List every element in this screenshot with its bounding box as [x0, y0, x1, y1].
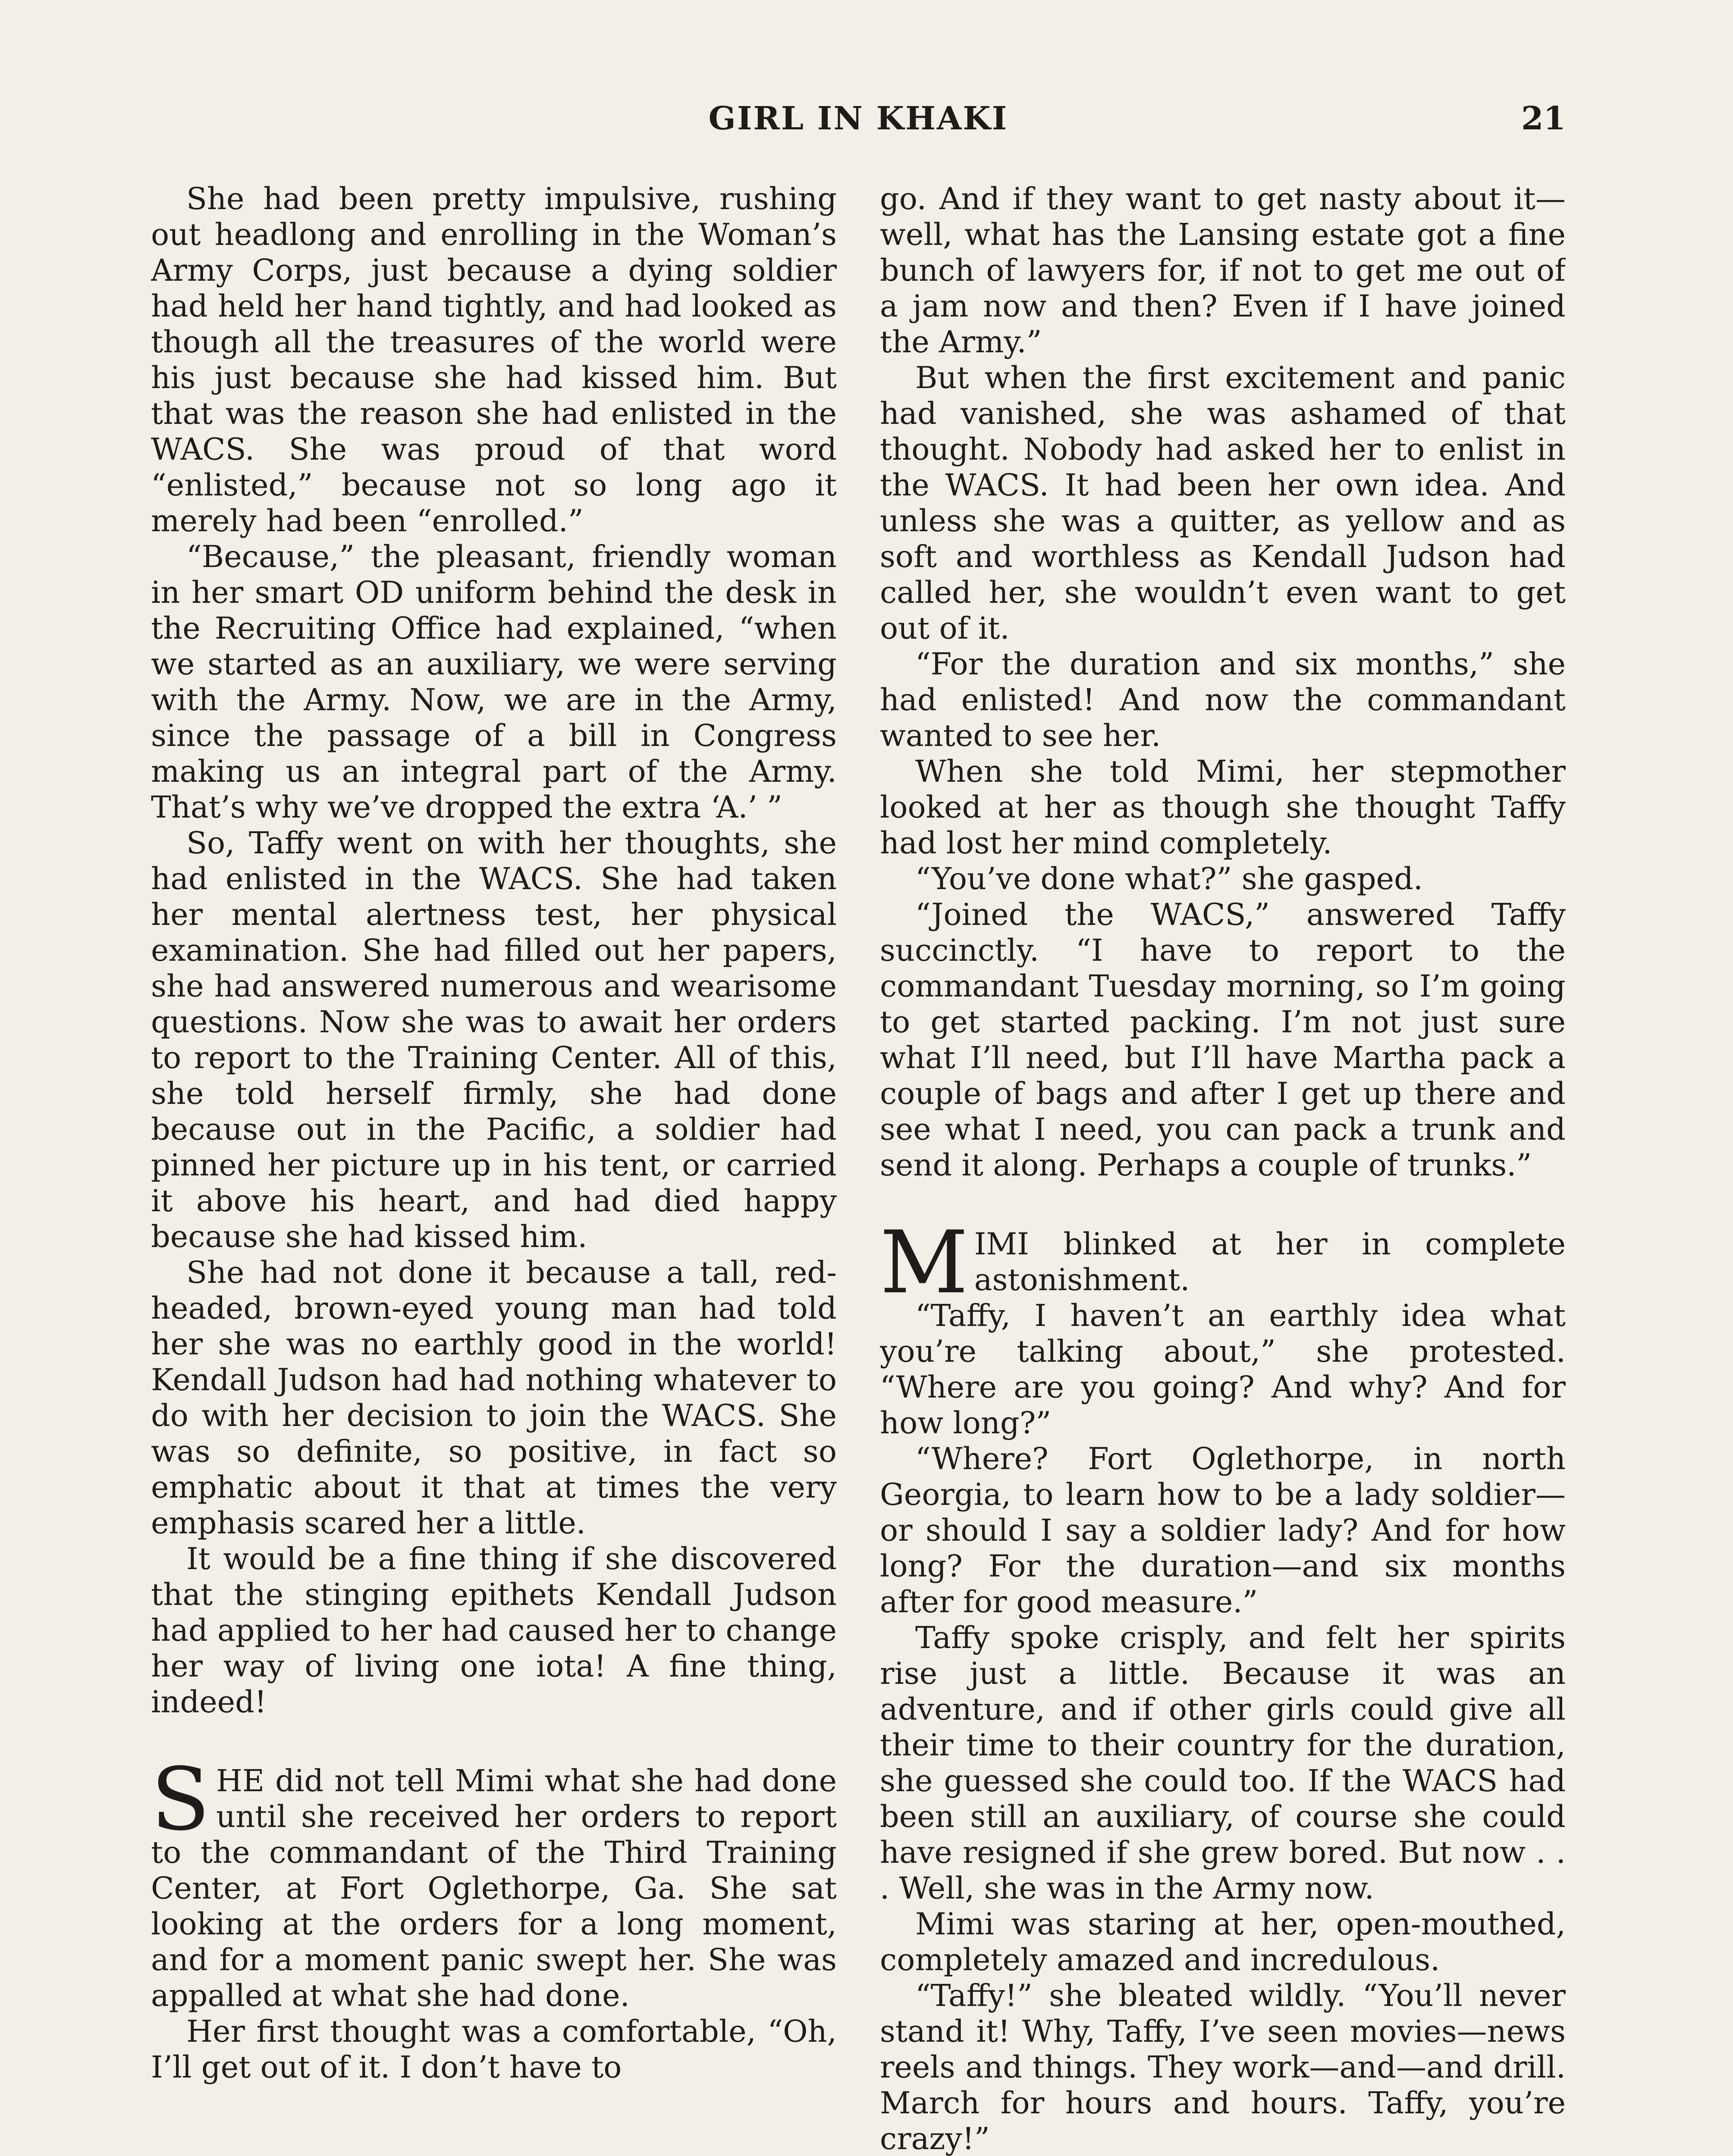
drop-cap: S: [151, 1749, 210, 1850]
paragraph: “Joined the WACS,” answered Taffy succinctly. “I have to report to the commandant Tuesday morning, so I’m going to get started packing. I’m not just sure what I’ll need, but I’ll have Martha pack a couple of bags and after I get up there and see what I need, you can pack a trunk and send it along. Perhaps a couple of trunks.”: [880, 897, 1566, 1183]
page-header: [151, 100, 1566, 152]
paragraph: “You’ve done what?” she gasped.: [915, 861, 1423, 896]
paragraph: She had not done it because a tall, red-headed, brown-eyed young man had told her she was no earthly good in the world! Kendall Judson had had nothing whatever to do with her decision to join the WACS. She was so definite, so positive, in fact so emphatic about it that at times the very emphasis scared her a little.: [151, 1255, 837, 1541]
page-number: 21: [1521, 100, 1566, 137]
paragraph: Mimi was staring at her, open-mouthed, completely amazed and incredulous.: [880, 1906, 1566, 1977]
paragraph: Taffy spoke crisply, and felt her spirits rise just a little. Because it was an adventure, and if other girls could give all their time to their country for the duration, she guessed she could too. If the WACS had been still an auxiliary, of course she could have resigned if she grew bored. But now . . . Well, she was in the Army now.: [880, 1620, 1566, 1906]
running-title: GIRL IN KHAKI: [708, 100, 1008, 137]
right-column: [880, 181, 1566, 2156]
paragraph: Her first thought was a comfortable, “Oh, I’ll get out of it. I don’t have to: [151, 2014, 837, 2085]
continued-paragraph: go. And if they want to get nasty about it—well, what has the Lansing estate got a fine bunch of lawyers for, if not to get me out of a jam now and then? Even if I have joined the Army.”: [880, 181, 1566, 360]
section-opening-paragraph: [880, 1213, 1566, 1313]
paragraph: “Taffy, I haven’t an earthly idea what you’re talking about,” she protested. “Where are you going? And why? And for how long?”: [880, 1298, 1566, 1441]
paragraph: “Where? Fort Oglethorpe, in north Georgia, to learn how to be a lady soldier—or should I say a soldier lady? And for how long? For the duration—and six months after for good measure.”: [880, 1441, 1566, 1620]
section-opening-paragraph: [151, 1749, 837, 2014]
paragraph: “Because,” the pleasant, friendly woman in her smart OD uniform behind the desk in the Recruiting Office had explained, “when we started as an auxiliary, we were serving with the Army. Now, we are in the Army, since the passage of a bill in Congress making us an integral part of the Army. That’s why we’ve dropped the extra ‘A.’ ”: [151, 539, 837, 825]
paragraph: “For the duration and six months,” she had enlisted! And now the commandant wanted to see her.: [880, 646, 1566, 753]
paragraph: She had been pretty impulsive, rushing out headlong and enrolling in the Woman’s Army Corps, just because a dying soldier had held her hand tightly, and had looked as though all the treasures of the world were his just because she had kissed him. But that was the reason she had enlisted in the WACS. She was proud of that word “enlisted,” because not so long ago it merely had been “enrolled.”: [151, 181, 837, 539]
paragraph: But when the first excitement and panic had vanished, she was ashamed of that thought. Nobody had asked her to enlist in the WACS. It had been her own idea. And unless she was a quitter, as yellow and as soft and worthless as Kendall Judson had called her, she wouldn’t even want to get out of it.: [880, 360, 1566, 646]
paragraph-text: HE did not tell Mimi what she had done until she received her orders to report to the commandant of the Third Training Center, at Fort Oglethorpe, Ga. She sat looking at the orders for a long moment, and for a moment panic swept her. She was appalled at what she had done.: [151, 1763, 837, 2013]
paragraph-text: IMI blinked at her in complete astonishment.: [974, 1226, 1566, 1297]
paragraph: When she told Mimi, her stepmother looked at her as though she thought Taffy had lost her mind completely.: [880, 754, 1566, 861]
paragraph: “Taffy!” she bleated wildly. “You’ll never stand it! Why, Taffy, I’ve seen movies—news reels and things. They work—and—and drill. March for hours and hours. Taffy, you’re crazy!”: [880, 1978, 1566, 2156]
drop-cap: M: [880, 1213, 968, 1313]
left-column: [151, 181, 837, 2156]
paragraph: It would be a fine thing if she discovered that the stinging epithets Kendall Judson had applied to her had caused her to change her way of living one iota! A fine thing, indeed!: [151, 1541, 837, 1720]
paragraph: So, Taffy went on with her thoughts, she had enlisted in the WACS. She had taken her mental alertness test, her physical examination. She had filled out her papers, she had answered numerous and wearisome questions. Now she was to await her orders to report to the Training Center. All of this, she told herself firmly, she had done because out in the Pacific, a soldier had pinned her picture up in his tent, or carried it above his heart, and had died happy because she had kissed him.: [151, 825, 837, 1254]
